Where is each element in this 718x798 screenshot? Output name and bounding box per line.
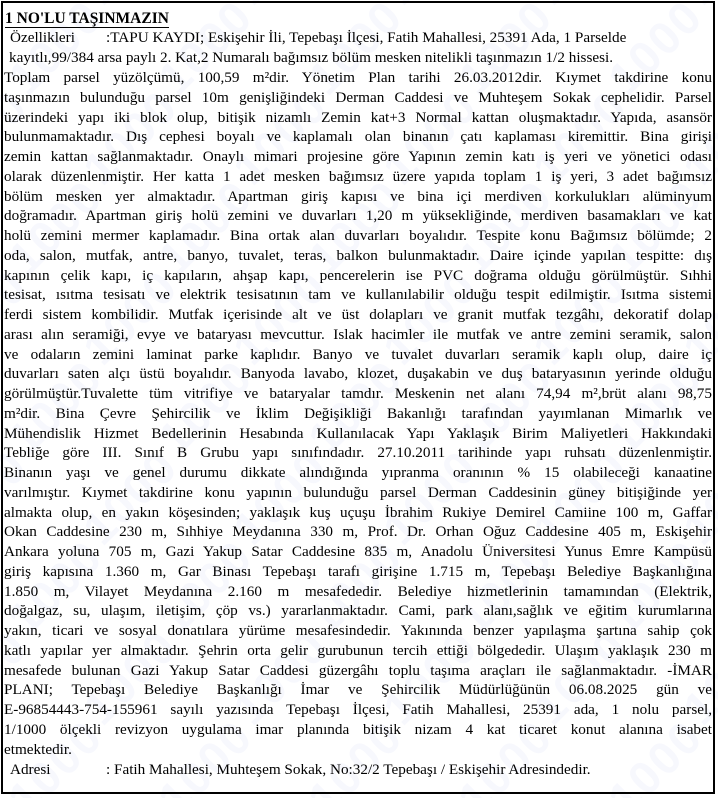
description-body — [4, 68, 712, 759]
body-line: katlı yapılar yer almaktadır. Şehrin orta gelir gurubunun tercih ettiği bölgededir. Ulaşım yaklaşık 230 m — [4, 641, 712, 659]
body-line: 1/1000 ölçekli revizyon uygulama imar planında bitişik nizam 4 kat ticaret konut alanına isabet — [4, 720, 712, 738]
body-line: varılmıştır. Kıymet takdirine konu yapının bulunduğu parsel Derman Caddesinin güney bitişiğinde yer — [4, 483, 712, 501]
body-line: taşınmazın bulunduğu parsel 10m genişliğindeki Derman Caddesi ve Muhteşem Sokak cephelidir. Parsel — [4, 88, 712, 106]
body-line: Mühendislik Hizmet Bedellerinin Hesabında Kullanılacak Yapı Yaklaşık Birim Maliyetleri Hakkındaki — [4, 424, 712, 442]
ozellikleri-row — [4, 28, 712, 48]
document-content — [4, 8, 712, 780]
ozellikleri-value: :TAPU KAYDI; Eskişehir İli, Tepebaşı İlçesi, Fatih Mahallesi, 25391 Ada, 1 Parselde — [106, 29, 627, 46]
ozellikleri-value-continued: kayıtlı,99/384 arsa paylı 2. Kat,2 Numaralı bağımsız bölüm mesken nitelikli taşınmazın 1/2 hissesi. — [9, 49, 614, 66]
body-line: duvarları saten alçı üstü boyalıdır. Banyoda lavabo, klozet, duşakabin ve duş bataryasının yerinde olduğu — [4, 365, 712, 383]
adresi-value: : Fatih Mahallesi, Muhteşem Sokak, No:32/2 Tepebaşı / Eskişehir Adresindedir. — [106, 761, 591, 779]
body-line: Toplam parsel yüzölçümü, 100,59 m²dir. Yönetim Plan tarihi 26.03.2012dir. Kıymet takdirine konu — [4, 69, 712, 86]
body-line: PLANI; Tepebaşı Belediye Başkanlığı İmar ve Şehircilik Müdürlüğünün 06.08.2025 gün ve — [4, 681, 712, 699]
body-line: Ankara yoluna 705 m, Gazi Yakup Satar Caddesine 835 m, Anadolu Üniversitesi Yunus Emre Kampüsü — [4, 543, 712, 560]
body-line: etmektedir. — [4, 740, 72, 758]
body-line: mesafede bulunan Gazi Yakup Satar Caddesi güzergâhı toplu taşıma araçları ile sağlanmaktadır. -İMAR — [4, 661, 712, 679]
body-line: 1.850 m, Vilayet Meydanına 2.160 m mesafededir. Belediye hizmetlerinin tamamından (Elektrik, — [4, 582, 712, 600]
body-line: bulunmamaktadır. Dış cephesi boyalı ve kaplamalı olan binanın çatı kaplaması kiremittir. Bina girişi — [4, 128, 712, 146]
body-line: yakın, ticari ve sosyal donatılara yürüme mesafesindedir. Yakınında benzer yapılaşma şartına sahip çok — [4, 622, 712, 639]
body-line: Okan Caddesine 230 m, Sıhhiye Meydanına 330 m, Prof. Dr. Orhan Oğuz Caddesine 405 m, Eskişehir — [4, 523, 712, 541]
ozellikleri-label: Özellikleri — [10, 29, 75, 46]
section-title — [5, 9, 712, 28]
body-line: E-96854443-754-155961 sayılı yazısında Tepebaşı İlçesi, Fatih Mahallesi, 25391 ada, 1 nolu parsel, — [4, 701, 712, 718]
body-line: Tebliğe göre III. Sınıf B Grubu yapı sınıfındadır. 27.10.2011 tarihinde yapı ruhsatı düzenlenmiştir. — [4, 444, 712, 462]
body-line: Binanın yaşı ve genel durumu dikkate alındığında yıpranma oranının % 15 olabileceği kanaatine — [4, 464, 712, 481]
body-line: tesisat, ısıtma tesisatı ve elektrik tesisatının tam ve kullanılabilir olduğu tespit edilmiştir. Isıtma sistemi — [4, 286, 712, 304]
body-line: m²dir. Bina Çevre Şehircilik ve İklim Değişikliği Bakanlığı tarafından yayımlanan Mimarlık ve — [4, 404, 712, 422]
body-line: zemin kattan sağlanmaktadır. Onaylı mimari projesine göre Yapının zemin katı iş yeri ve yönetici odası — [4, 148, 712, 165]
body-line: arası alın seramiği, evye ve bataryası mevcuttur. Islak hacimler ile mutfak ve antre zemini seramik, salon — [4, 325, 712, 343]
body-line: üzerindeki yapı iki blok olup, bitişik nizamlı Zemin kat+3 Normal kattan oluşmaktadır. Yapıda, asansör — [4, 108, 712, 126]
body-line: doğramadır. Apartman giriş holü zemini ve duvarları 1,20 m yüksekliğinde, merdiven basamakları ve kat — [4, 207, 712, 225]
body-line: ferdi sistem kombilidir. Mutfak içerisinde alt ve üst dolapları ve granit mutfak tezgâhı, dekoratif dolap — [4, 306, 712, 323]
body-line: olarak düzenlenmiştir. Her katta 1 adet mesken bağımsız üzere yapıda toplam 1 iş yeri, 3 adet bağımsız — [4, 167, 712, 185]
adresi-row — [4, 760, 712, 780]
adresi-label: Adresi — [10, 761, 51, 779]
body-line: bölüm mesken yer almaktadır. Apartman giriş kapısı ve bina içi merdiven korkulukları alüminyum — [4, 187, 712, 205]
body-line: almakta olup, en yakın köşesinden; yaklaşık kuş uçuşu İbrahim Rukiye Demirel Camiine 100 m, Gaffar — [4, 503, 712, 521]
body-line: doğalgaz, su, ulaşım, iletişim, çöp vs.) yararlanmaktadır. Cami, park alanı,sağlık ve eğitim kurumlarına — [4, 602, 712, 620]
body-line: oda, salon, mutfak, antre, banyo, tuvalet, teras, balkon bulunmaktadır. Daire içinde yapılan tespitte: dış — [4, 246, 712, 264]
body-line: giriş kapısına 1.360 m, Gar Binası Tepebaşı tarafı girişine 1.715 m, Tepebaşı Belediye Başkanlığına — [4, 562, 712, 580]
body-line: görülmüştür.Tuvalette tüm vitrifiye ve bataryalar tamdır. Meskenin net alanı 74,94 m²,brüt alanı 98,75 — [4, 385, 712, 402]
body-line: ve odaların zemini laminat parke kaplıdır. Banyo ve tuvalet duvarları seramik kaplı olup, daire iç — [4, 345, 712, 363]
section-title-text: 1 NO'LU TAŞINMAZIN — [5, 10, 169, 27]
body-line: kapının çelik kapı, iç kapıların, ahşap kapı, pencerelerin ise PVC doğrama olduğu görülmüştür. Sıhhi — [4, 266, 712, 284]
body-line: holü zemini mermer kaplamadır. Bina ortak alan duvarları boyalıdır. Tespite konu Bağımsız bölümde; 2 — [4, 227, 712, 244]
